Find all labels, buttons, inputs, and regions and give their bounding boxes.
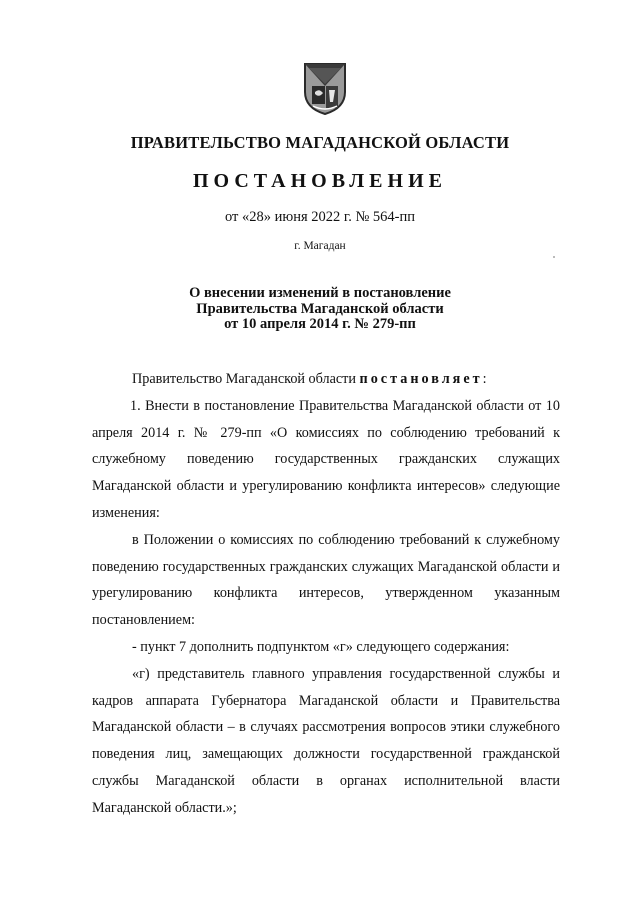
subject-line-2: Правительства Магаданской области xyxy=(196,300,444,317)
intro-decree-word: постановляет xyxy=(359,371,483,387)
subject-line-3: от 10 апреля 2014 г. № 279-пп xyxy=(224,316,416,332)
organization-title: ПРАВИТЕЛЬСТВО МАГАДАНСКОЙ ОБЛАСТИ xyxy=(130,133,510,152)
document-date-number: от «28» июня 2022 г. № 564-пп xyxy=(224,209,416,225)
paragraph-1: 1. Внести в постановление Правительства Магаданской области от 10 апреля 2014 г. № 279-пп «О комиссиях по соблюдению требований к служебному поведению государственных гражданских служащих Магаданской области и урегулированию конфликта интересов» следующие изменения: xyxy=(92,397,560,521)
intro-prefix: Правительство Магаданской области xyxy=(132,371,356,387)
scan-speck xyxy=(553,256,555,258)
paragraph-3: - пункт 7 дополнить подпунктом «г» следующего содержания: xyxy=(132,638,510,655)
intro-suffix: : xyxy=(482,371,487,387)
paragraph-2: в Положении о комиссиях по соблюдению требований к служебному поведению государственных гражданских служащих Магаданской области и урегулированию конфликта интересов, утвержденном указанным постановлением: xyxy=(92,531,560,629)
document-city: г. Магадан xyxy=(294,240,346,252)
document-type-title: ПОСТАНОВЛЕНИЕ xyxy=(193,170,447,192)
document-subject xyxy=(0,286,640,333)
subject-line-1: О внесении изменений в постановление xyxy=(189,285,451,301)
paragraph-4: «г) представитель главного управления государственной службы и кадров аппарата Губернатора Магаданской области и Правительства Магаданской области – в случаях рассмотрения вопросов этики служебного поведения лиц, замещающих должности государственной гражданской службы Магаданской области в органах исполнительной власти Магаданской области.»; xyxy=(92,665,560,816)
intro-paragraph xyxy=(92,366,560,393)
coat-of-arms-icon xyxy=(303,62,347,116)
document-body xyxy=(92,366,560,822)
